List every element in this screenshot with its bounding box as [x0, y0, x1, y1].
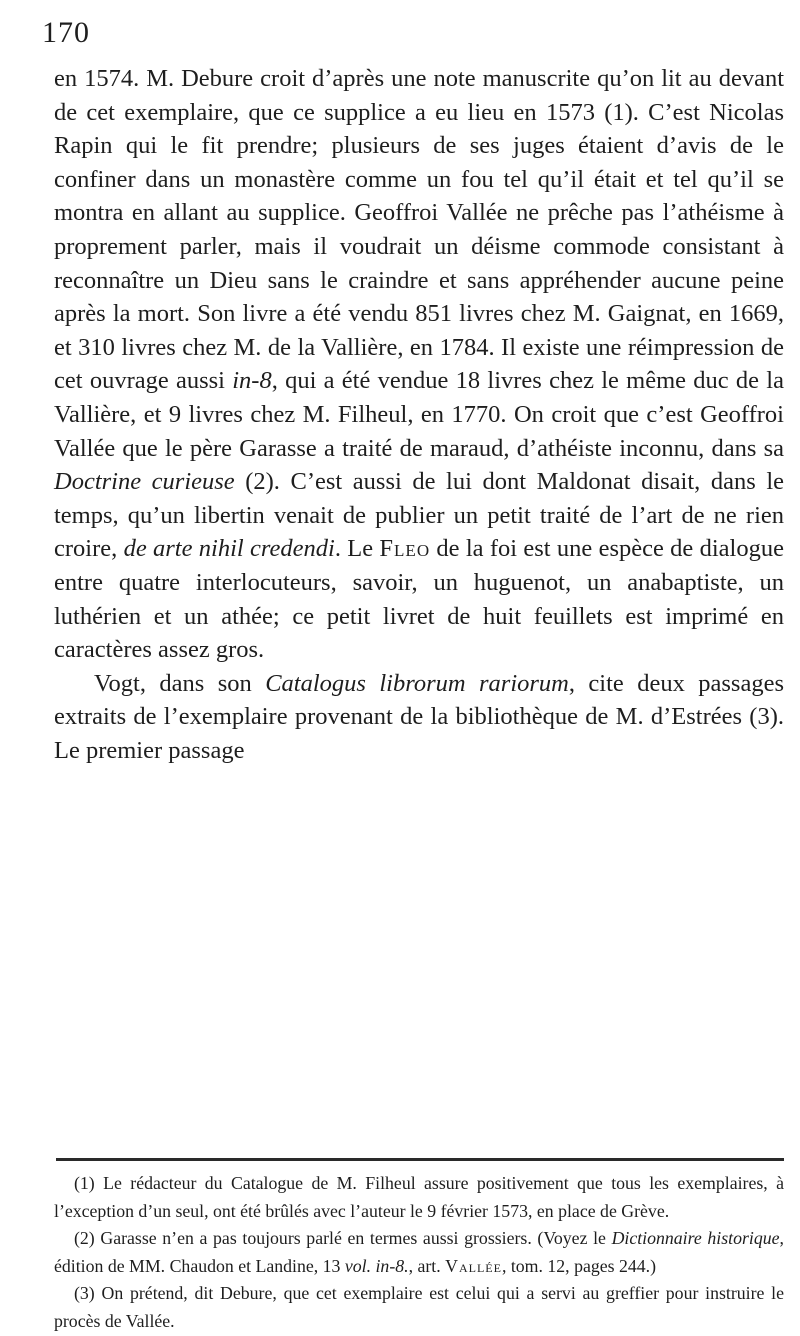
main-text: [54, 62, 784, 767]
footnote-2-part-c: , art.: [408, 1255, 446, 1276]
title-catalogus-librorum-rariorum: Catalogus librorum rariorum: [265, 669, 569, 697]
paragraph-1-part-b: , qui a été vendue 18 livres chez le même duc de la Vallière, et 9 livres chez M. Filheul, en 1770. On croit que c’est Geoffroi Vallée que le père Garasse a traité de maraud, d’athéiste inconnu, dans sa: [54, 367, 784, 462]
footnote-2-part-d: , tom. 12, pages 244.): [501, 1255, 657, 1276]
title-fleo: Fleo: [379, 535, 431, 563]
paragraph-1: [54, 62, 784, 667]
footnotes: [54, 1170, 784, 1335]
format-vol-in8: vol. in-8.: [344, 1255, 409, 1276]
footnote-2: [54, 1225, 784, 1280]
paragraph-1-part-c: (2). C’est aussi de lui dont Maldonat disait, dans le temps, qu’un libertin venait de publier un petit traité de l’art de ne rien croire,: [54, 468, 784, 563]
article-vallee: Vallée: [445, 1255, 502, 1276]
paragraph-2-part-b: , cite deux passages extraits de l’exemplaire provenant de la bibliothèque de M. d’Estrées (3). Le premier passage: [54, 669, 784, 764]
footnote-divider: [56, 1158, 784, 1161]
paragraph-1-part-d: . Le: [334, 535, 380, 563]
paragraph-1-part-e: de la foi est une espèce de dialogue entre quatre interlocuteurs, savoir, un huguenot, un anabaptiste, un luthérien et un athée; ce petit livret de huit feuillets est imprimé en caractères assez gros.: [54, 535, 784, 664]
title-de-arte-nihil-credendi: de arte nihil credendi: [123, 535, 335, 563]
page-number: 170: [42, 16, 90, 49]
footnote-2-part-a: (2) Garasse n’en a pas toujours parlé en termes aussi grossiers. (Voyez le: [74, 1228, 612, 1248]
paragraph-2: [54, 667, 784, 768]
footnote-1: (1) Le rédacteur du Catalogue de M. Filheul assure positivement que tous les exemplaires, à l’exception d’un seul, ont été brûlés avec l’auteur le 9 février 1573, en place de Grève.: [54, 1173, 784, 1221]
paragraph-1-part-a: en 1574. M. Debure croit d’après une note manuscrite qu’on lit au devant de cet exemplaire, que ce supplice a eu lieu en 1573 (1). C’est Nicolas Rapin qui le fit prendre; plusieurs de ses juges étaient d’avis de le confiner dans un monastère comme un fou tel qu’il était et tel qu’il se montra en allant au supplice. Geoffroi Vallée ne prêche pas l’athéisme à proprement parler, mais il voudrait un déisme commode consistant à reconnaître un Dieu sans le craindre et sans appréhender aucune peine après la mort. Son livre a été vendu 851 livres chez M. Gaignat, en 1669, et 310 livres chez M. de la Vallière, en 1784. Il existe une réimpression de cet ouvrage aussi: [54, 65, 784, 395]
footnote-3: (3) On prétend, dit Debure, que cet exemplaire est celui qui a servi au greffier pour instruire le procès de Vallée.: [54, 1283, 784, 1331]
footnote-2-part-b: , édition de MM. Chaudon et Landine, 13: [54, 1228, 784, 1276]
format-in8: in-8: [232, 367, 272, 395]
title-doctrine-curieuse: Doctrine curieuse: [54, 468, 235, 496]
title-dictionnaire-historique: Dictionnaire historique: [611, 1228, 780, 1248]
paragraph-2-part-a: Vogt, dans son: [94, 669, 266, 697]
